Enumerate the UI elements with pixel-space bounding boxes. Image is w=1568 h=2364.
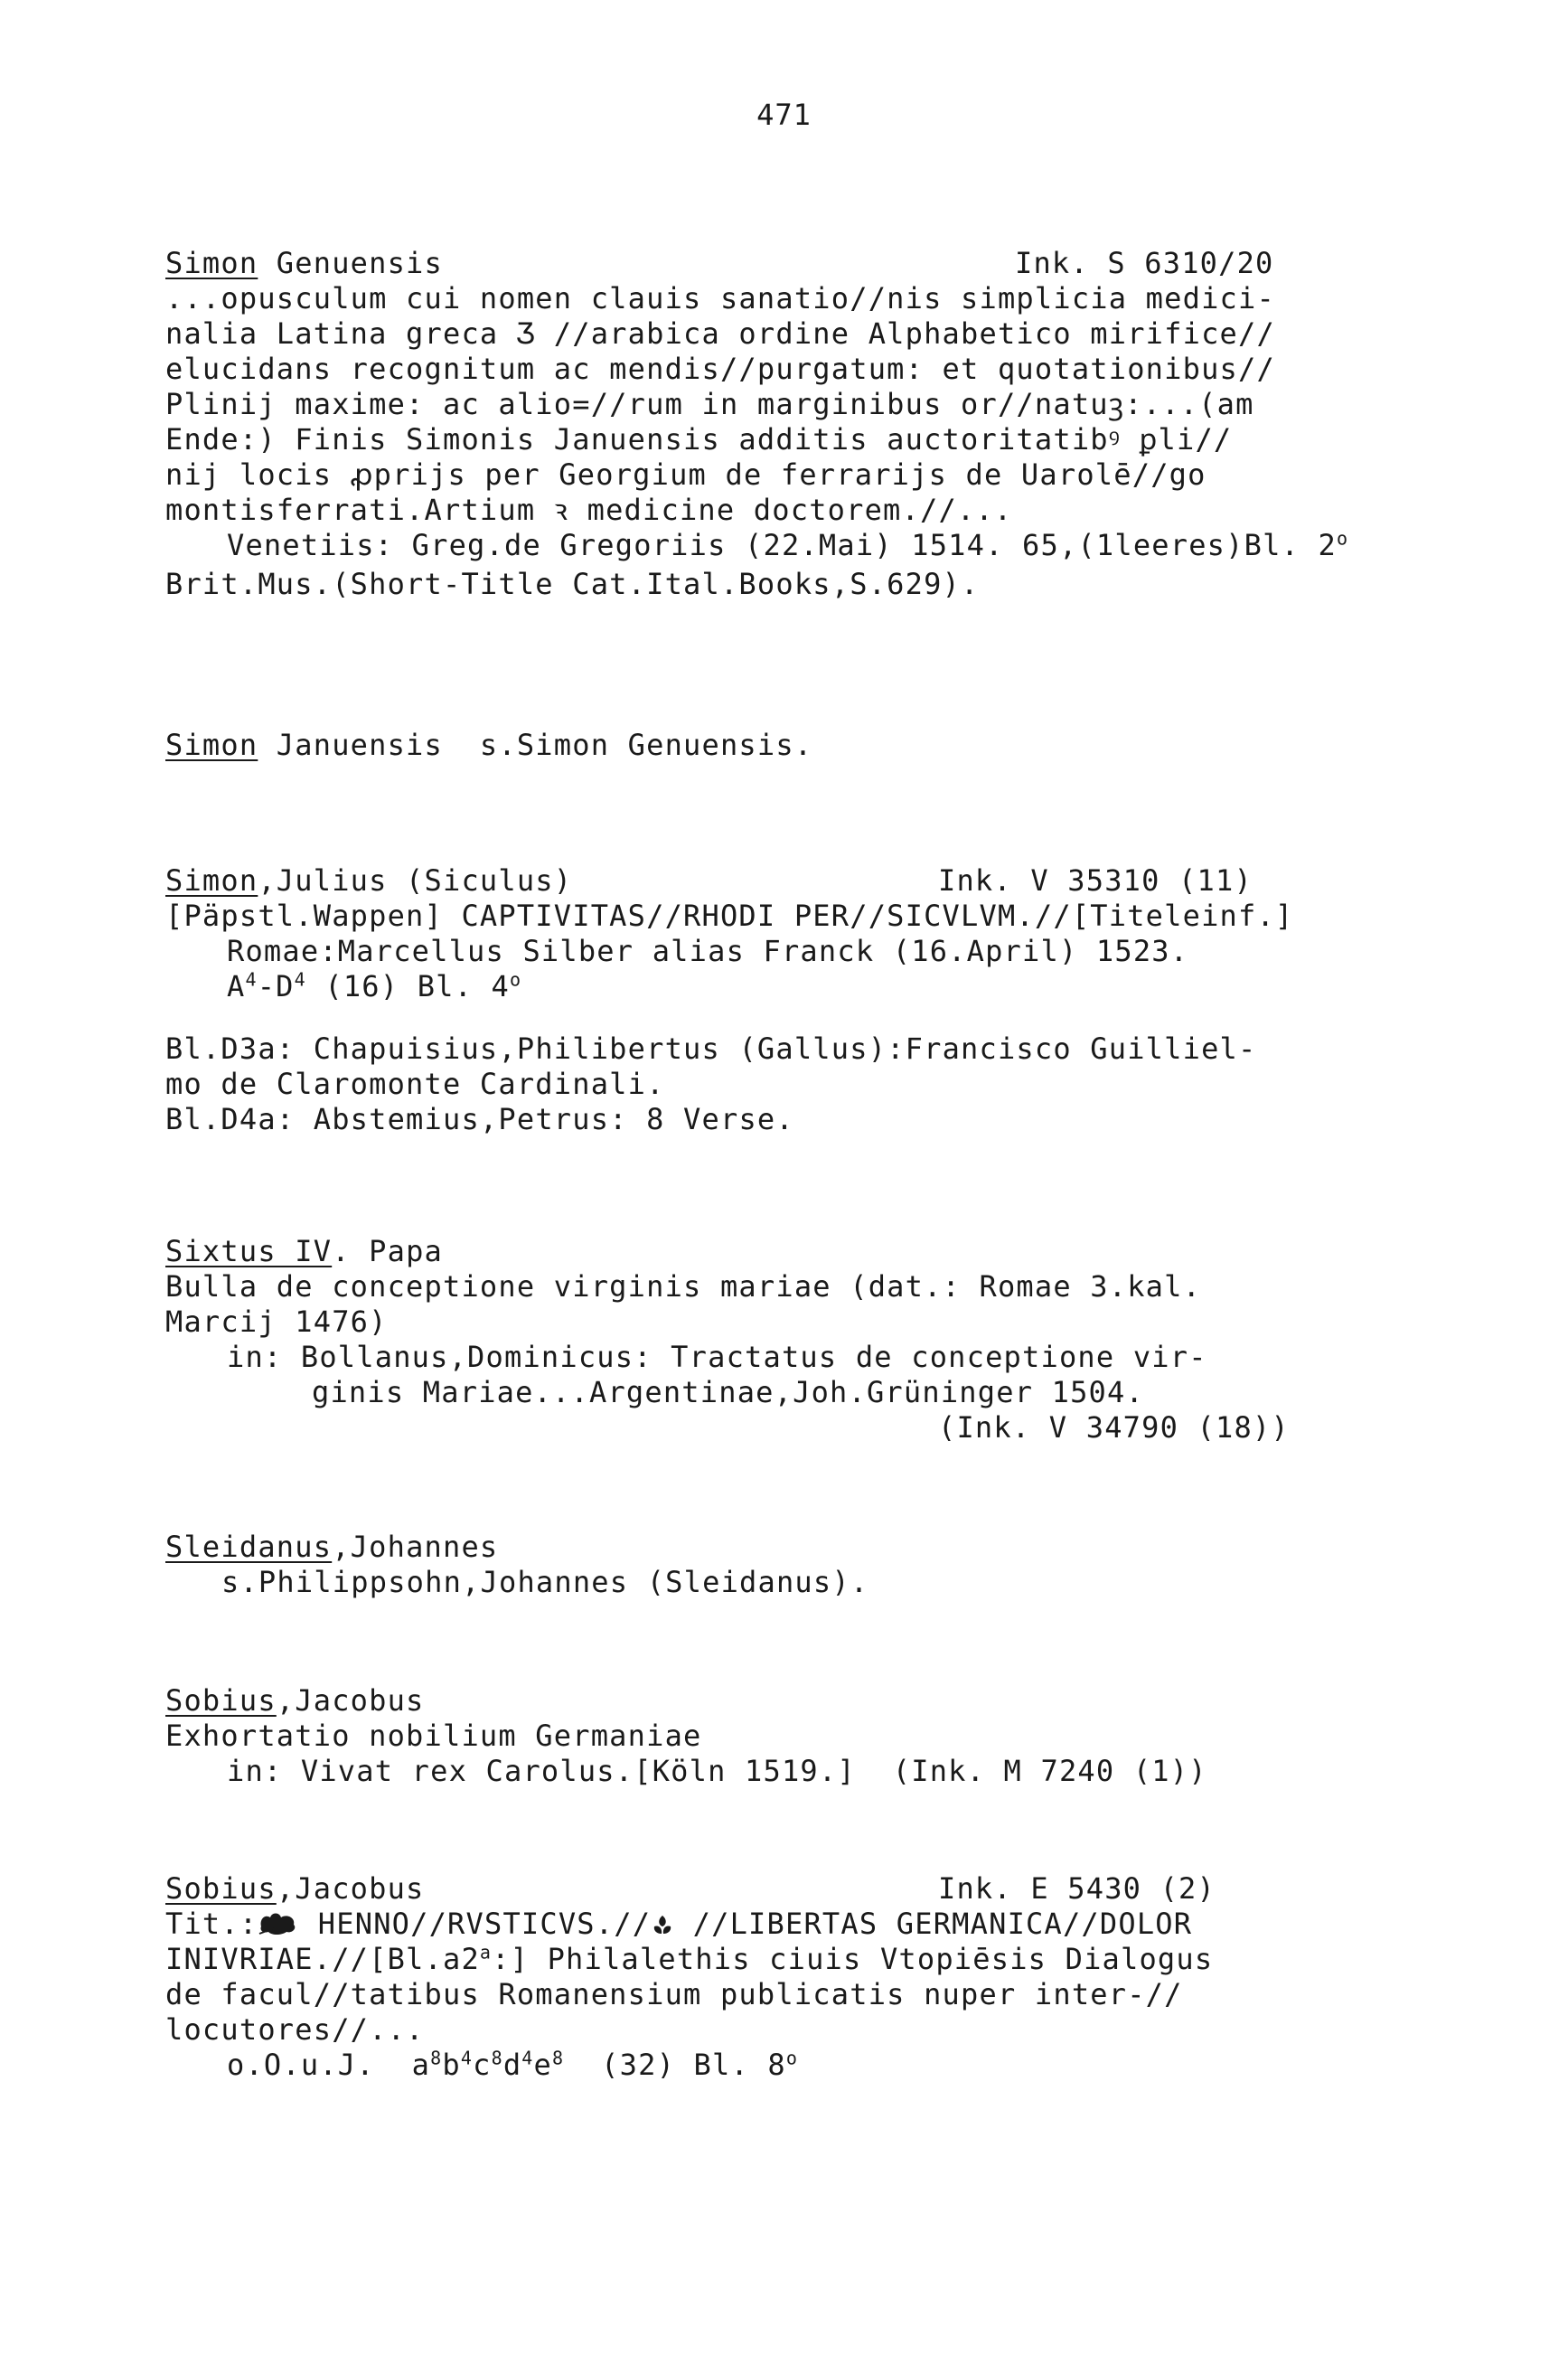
description-line: nalia Latina greca Ʒ //arabica ordine Alphabetico mirifice// — [165, 316, 1275, 351]
entry-sobius-henno — [165, 1871, 1376, 2083]
leaf-vignette-icon — [258, 1908, 299, 1939]
leaf-sup: a — [479, 1941, 493, 1964]
entry-simon-genuensis — [165, 246, 1376, 602]
title-line: [Päpstl.Wappen] CAPTIVITAS//RHODI PER//SICVLVM.//[Titeleinf.] — [165, 899, 1294, 933]
description-line: Plinij maxime: ac alio=//rum in marginibus or//natuꝫ:...(am — [165, 387, 1254, 421]
title-line: de facul//tatibus Romanensium publicatis nuper inter-// — [165, 1977, 1183, 2011]
entry-heading — [165, 728, 1376, 763]
shelfmark: Ink. E 5430 (2) — [938, 1871, 1216, 1906]
shelfmark: (Ink. V 34790 (18)) — [938, 1410, 1290, 1445]
collation-sup: 4 — [294, 968, 306, 991]
title-line: Marcij 1476) — [165, 1304, 388, 1339]
title-line: locutores//... — [165, 2012, 425, 2047]
imprint-line: Romae:Marcellus Silber alias Franck (16.April) 1523. — [227, 934, 1189, 968]
collation-sup: 4 — [460, 2047, 474, 2069]
collation-sup: 8 — [491, 2047, 503, 2069]
collation-sup: 8 — [552, 2047, 565, 2069]
collation-text: -D — [257, 969, 295, 1003]
heading-key: Simon — [165, 728, 258, 762]
description-line: Ende:) Finis Simonis Januensis additis auctoritatibꝰ ꝑli// — [165, 422, 1233, 457]
imprint-text: Venetiis: Greg.de Gregoriis (22.Mai) 1514. 65,(1leeres)Bl. 2 — [227, 528, 1337, 562]
in-line: in: Bollanus,Dominicus: Tractatus de conceptione vir- — [227, 1340, 1207, 1374]
heading-rest: Genuensis — [258, 246, 443, 280]
note-label: Bl.D3a: — [165, 1031, 314, 1066]
format-sup: o — [510, 968, 522, 991]
in-line: ginis Mariae...Argentinae,Joh.Grüninger 1504. — [312, 1375, 1144, 1409]
collation-text: A — [227, 969, 246, 1003]
in-line: in: Vivat rex Carolus.[Köln 1519.] (Ink. M 7240 (1)) — [227, 1754, 1207, 1788]
entry-simon-julius — [165, 863, 1376, 1137]
note-text: Abstemius,Petrus: 8 Verse. — [313, 1102, 794, 1136]
note-label: Bl.D4a: — [165, 1102, 314, 1136]
title-text: HENNO//RVSTICVS.// — [299, 1907, 652, 1941]
note-line — [165, 1031, 1376, 1067]
collation-text: e — [533, 2048, 552, 2082]
entry-sleidanus — [165, 1530, 1376, 1600]
title-line: Bulla de conceptione virginis mariae (dat.: Romae 3.kal. — [165, 1269, 1202, 1304]
heading-rest: ,Jacobus — [276, 1871, 425, 1906]
title-label: Tit.: — [165, 1907, 258, 1941]
collation-sup: 8 — [430, 2047, 443, 2069]
entry-simon-januensis — [165, 728, 1376, 763]
entry-sixtus-iv — [165, 1234, 1376, 1446]
collation-line — [165, 969, 1376, 1004]
heading-key: Sobius — [165, 1683, 277, 1718]
entry-heading — [165, 1683, 1376, 1719]
heading-rest: ,Jacobus — [276, 1683, 425, 1718]
description-line: montisferrati.Artium ꝛ medicine doctorem.//... — [165, 493, 1013, 527]
entry-heading — [165, 1234, 1376, 1269]
entry-heading — [165, 1530, 1376, 1565]
source-line: Brit.Mus.(Short-Title Cat.Ital.Books,S.629). — [165, 567, 980, 601]
collation-text: o.O.u.J. a — [227, 2048, 431, 2082]
collation-text: (32) Bl. 8 — [564, 2048, 786, 2082]
heading-key: Sixtus IV — [165, 1234, 333, 1268]
description-line: ...opusculum cui nomen clauis sanatio//nis simplicia medici- — [165, 281, 1275, 316]
collation-text: (16) Bl. 4 — [305, 969, 511, 1003]
title-line: Exhortatio nobilium Germaniae — [165, 1719, 702, 1753]
note-line — [165, 1102, 1376, 1137]
collation-sup: 4 — [521, 2047, 534, 2069]
note-line: mo de Claromonte Cardinali. — [165, 1067, 665, 1101]
floral-ornament-icon — [651, 1914, 674, 1937]
title-line — [165, 1907, 1376, 1942]
see-reference: s.Philippsohn,Johannes (Sleidanus). — [221, 1565, 869, 1599]
shelfmark: Ink. V 35310 (11) — [938, 863, 1253, 898]
collation-sup: 4 — [245, 968, 258, 991]
description-line: nij locis ꝓprijs per Georgium de ferrarijs de Uarolē//go — [165, 457, 1207, 492]
format-sup: o — [785, 2047, 799, 2069]
description-line: elucidans recognitum ac mendis//purgatum: et quotationibus// — [165, 352, 1275, 386]
heading-rest: ,Julius (Siculus) — [258, 863, 573, 898]
title-text: :] Philalethis ciuis Vtopiēsis Dialogus — [492, 1942, 1214, 1976]
title-text: INIVRIAE.//[Bl.a2 — [165, 1942, 480, 1976]
entry-sobius-exhortatio — [165, 1683, 1376, 1789]
title-line — [165, 1942, 1376, 1977]
collation-text: c — [473, 2048, 492, 2082]
heading-rest: ,Johannes — [332, 1530, 499, 1564]
heading-rest: . Papa — [332, 1234, 443, 1268]
imprint-line — [165, 528, 1376, 563]
title-text: //LIBERTAS GERMANICA//DOLOR — [674, 1907, 1193, 1941]
heading-key: Sobius — [165, 1871, 277, 1906]
collation-text: b — [442, 2048, 461, 2082]
shelfmark: Ink. S 6310/20 — [1015, 246, 1274, 280]
heading-rest: Januensis s.Simon Genuensis. — [258, 728, 813, 762]
heading-key: Simon — [165, 246, 258, 280]
note-text: Chapuisius,Philibertus (Gallus):Francisco Guilliel- — [313, 1031, 1257, 1066]
heading-key: Simon — [165, 863, 258, 898]
format-sup: o — [1336, 527, 1349, 550]
page-number: 471 — [756, 98, 812, 132]
collation-text: d — [502, 2048, 522, 2082]
heading-key: Sleidanus — [165, 1530, 333, 1564]
collation-line — [165, 2048, 1376, 2083]
